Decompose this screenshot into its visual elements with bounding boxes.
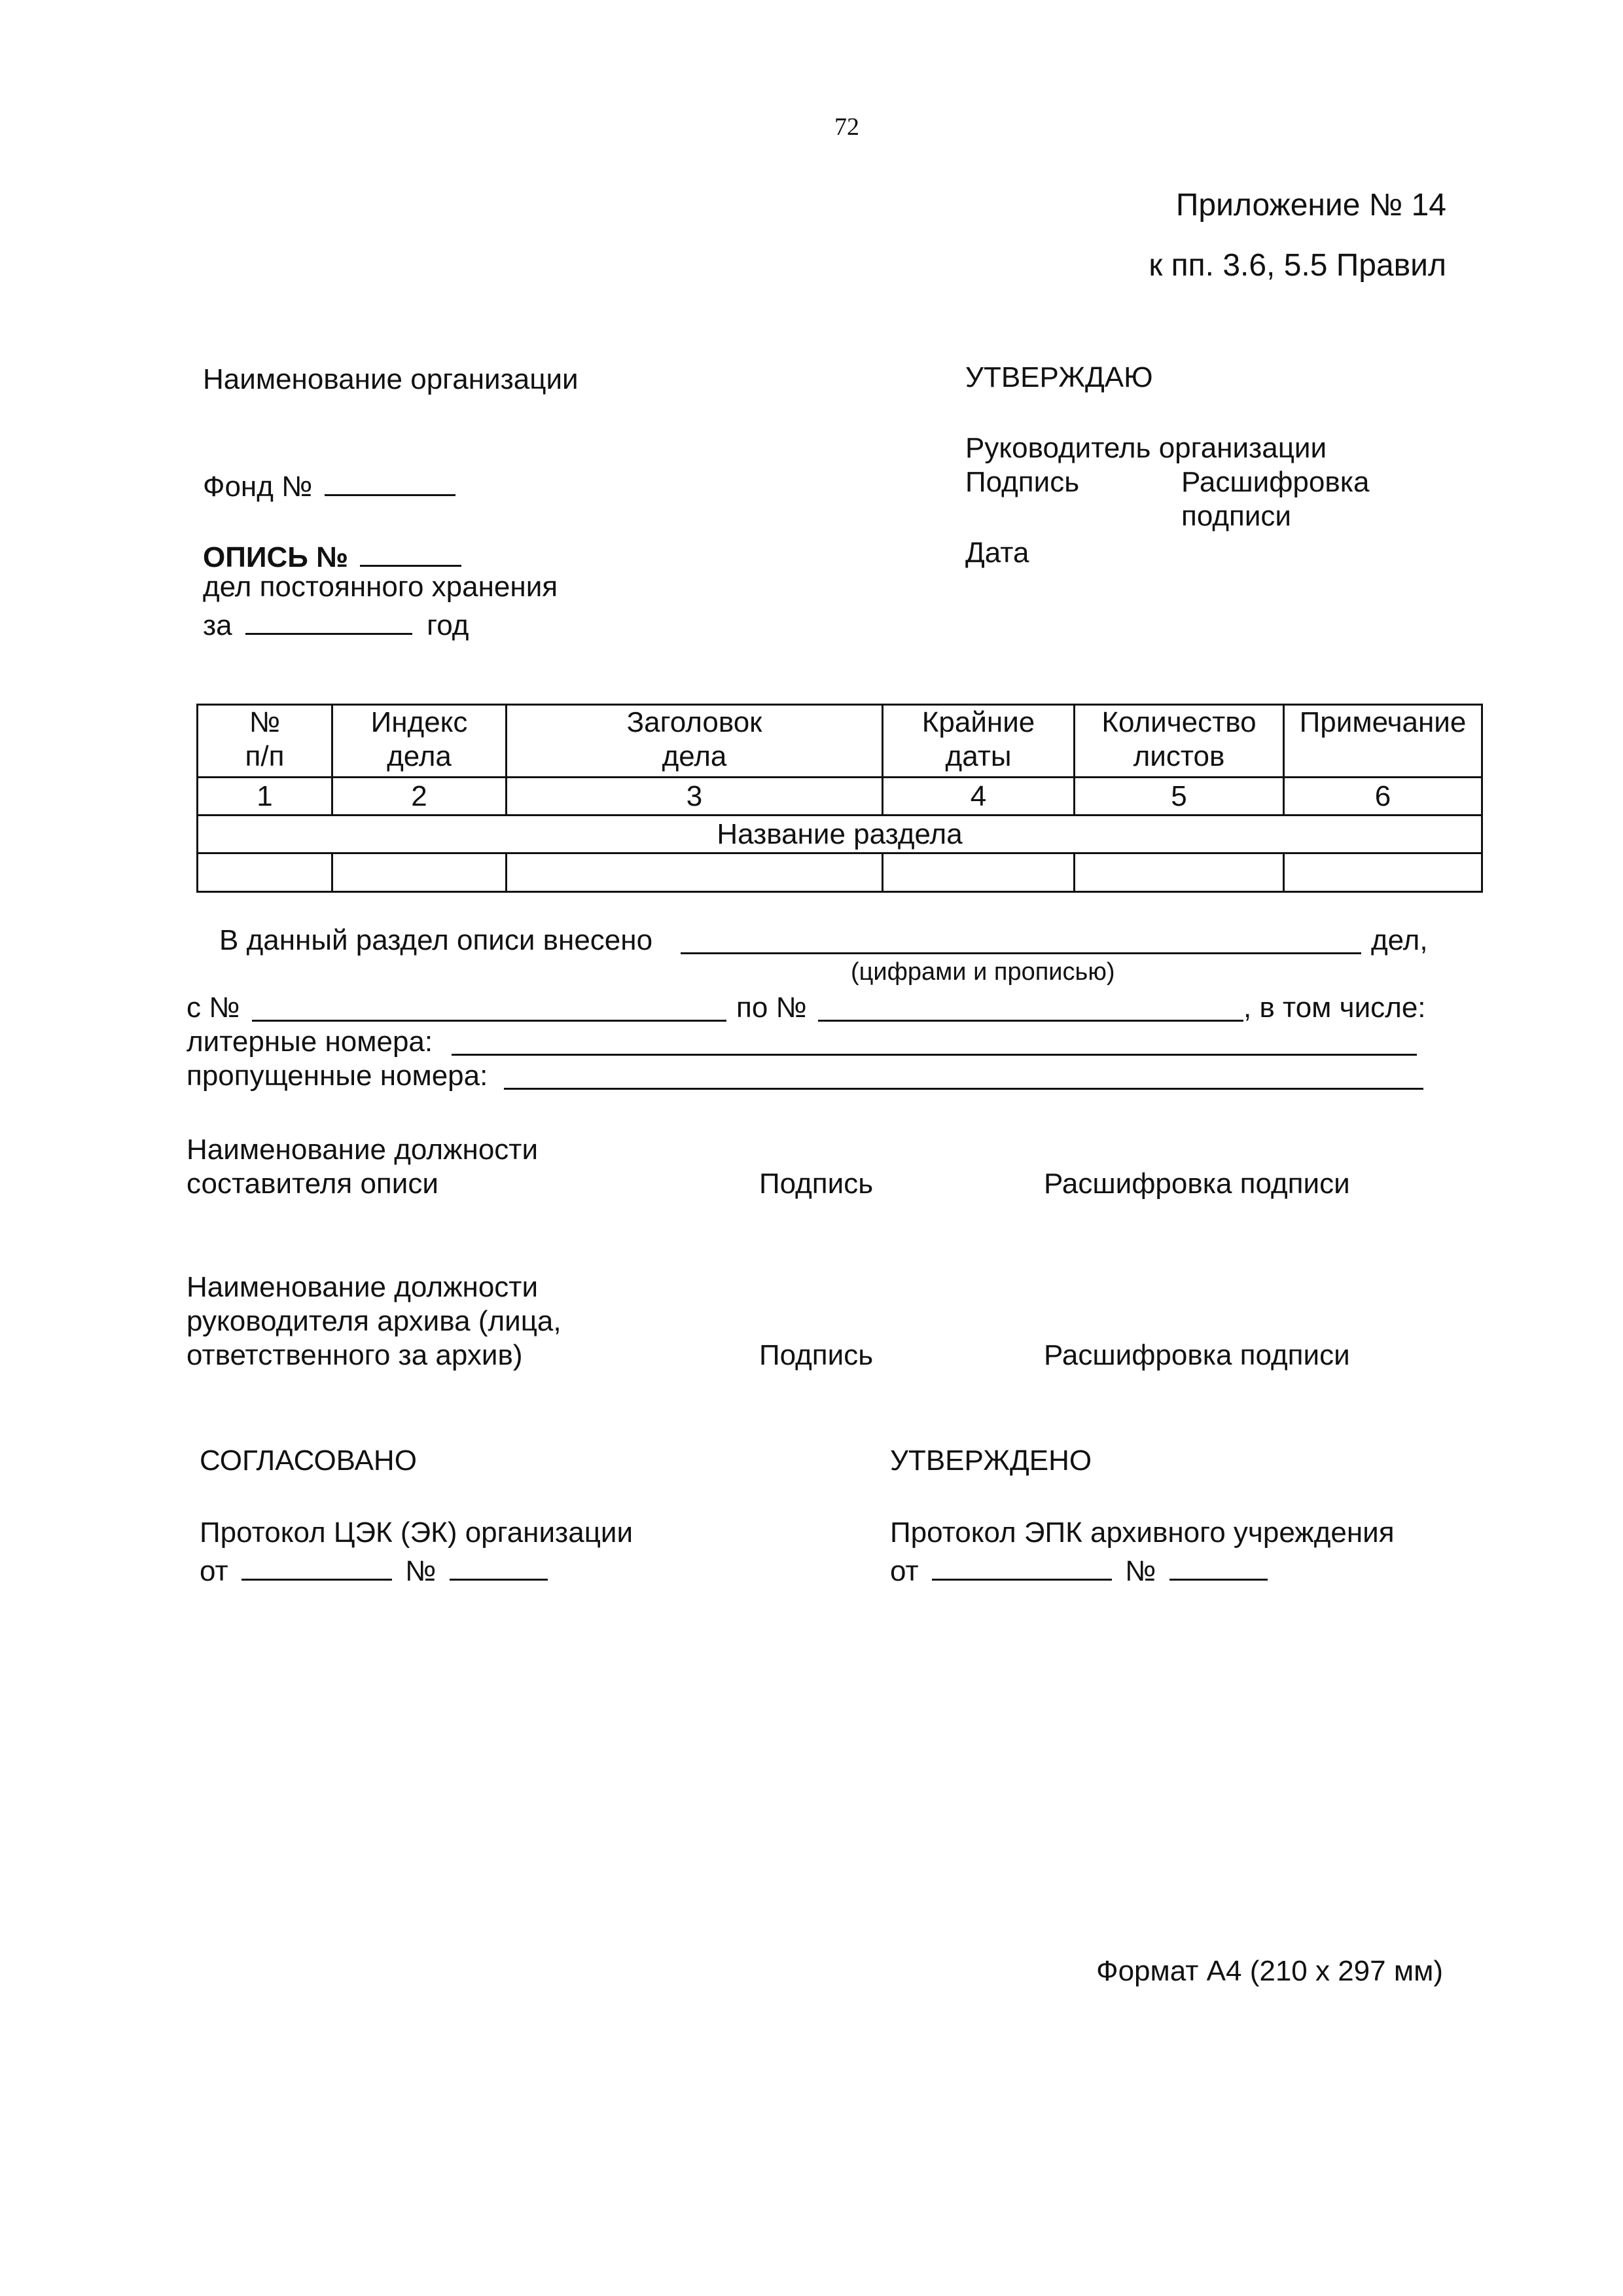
column-number-row — [198, 778, 1482, 816]
head-decoding-line1: Расшифровка — [1181, 466, 1370, 498]
head-of-organization: Руководитель организации — [965, 432, 1327, 464]
section-title: Название раздела — [198, 816, 1482, 853]
archive-head-position-line2: руководителя архива (лица, — [187, 1305, 562, 1337]
from-number-label: с № — [187, 992, 240, 1024]
inventory-subtitle: дел постоянного хранения — [203, 571, 558, 603]
year-line — [203, 607, 469, 640]
head-date: Дата — [965, 537, 1029, 569]
including-label: , в том числе: — [1243, 992, 1426, 1024]
format-note: Формат А4 (210 х 297 мм) — [1096, 1955, 1443, 1987]
archive-head-position-line1: Наименование должности — [187, 1271, 539, 1303]
missing-numbers-label: пропущенные номера: — [187, 1060, 488, 1092]
agreed-from-label: от — [200, 1555, 228, 1587]
archive-head-decoding: Расшифровка подписи — [1044, 1339, 1350, 1371]
header-cell: Заголовок дела — [507, 705, 883, 778]
table-cell — [332, 853, 507, 892]
compiler-position-line1: Наименование должности — [187, 1134, 539, 1166]
year-blank — [245, 607, 412, 635]
header-cell: Крайние даты — [883, 705, 1075, 778]
inventory-line — [203, 539, 461, 572]
compiler-signature: Подпись — [759, 1168, 874, 1200]
head-signature: Подпись — [965, 466, 1080, 498]
page-number: 72 — [834, 113, 859, 141]
table-cell — [1284, 853, 1482, 892]
compiler-decoding: Расшифровка подписи — [1044, 1168, 1350, 1200]
section-row — [198, 816, 1482, 853]
to-number-label: по № — [736, 992, 807, 1024]
archive-head-signature: Подпись — [759, 1339, 874, 1371]
appendix-title: Приложение № 14 — [1175, 188, 1446, 223]
column-number: 2 — [332, 778, 507, 816]
table-cell — [198, 853, 332, 892]
letter-numbers-blank — [452, 1054, 1417, 1056]
digits-note: (цифрами и прописью) — [851, 958, 1115, 986]
column-number: 3 — [507, 778, 883, 816]
approved-date-blank — [932, 1552, 1112, 1581]
header-cell: Количество листов — [1075, 705, 1284, 778]
agreed-date-line — [200, 1552, 548, 1586]
table-cell — [1075, 853, 1284, 892]
header-cell: Индекс дела — [332, 705, 507, 778]
from-number-blank — [252, 1020, 726, 1022]
fund-blank — [325, 468, 455, 496]
appendix-reference: к пп. 3.6, 5.5 Правил — [1149, 248, 1446, 283]
inventory-number-blank — [360, 539, 461, 567]
agreed-number-blank — [450, 1552, 548, 1581]
to-number-blank — [818, 1020, 1243, 1022]
fund-label: Фонд № — [203, 471, 313, 503]
year-suffix: год — [427, 609, 469, 641]
column-number: 4 — [883, 778, 1075, 816]
organization-name: Наименование организации — [203, 363, 579, 395]
approved-number-label: № — [1125, 1555, 1156, 1587]
approved-protocol: Протокол ЭПК архивного учреждения — [890, 1516, 1395, 1549]
inventory-table — [196, 704, 1483, 893]
agreed-heading: СОГЛАСОВАНО — [200, 1444, 417, 1477]
approve-heading: УТВЕРЖДАЮ — [965, 361, 1153, 393]
letter-numbers-label: литерные номера: — [187, 1026, 433, 1058]
agreed-number-label: № — [405, 1555, 437, 1587]
head-decoding-line2: подписи — [1181, 500, 1291, 532]
agreed-protocol: Протокол ЦЭК (ЭК) организации — [200, 1516, 633, 1549]
missing-numbers-blank — [504, 1088, 1423, 1090]
cases-label: дел, — [1371, 924, 1428, 956]
fund-line — [203, 468, 455, 501]
approved-number-blank — [1169, 1552, 1268, 1581]
inventory-title: ОПИСЬ № — [203, 541, 349, 573]
archive-head-position-line3: ответственного за архив) — [187, 1339, 523, 1371]
table-cell — [883, 853, 1075, 892]
column-number: 1 — [198, 778, 332, 816]
approved-date-line — [890, 1552, 1268, 1586]
header-cell: Примечание — [1284, 705, 1482, 778]
column-number: 6 — [1284, 778, 1482, 816]
header-cell: № п/п — [198, 705, 332, 778]
table-header-row — [198, 705, 1482, 778]
year-prefix: за — [203, 609, 232, 641]
entered-label: В данный раздел описи внесено — [219, 924, 653, 956]
compiler-position-line2: составителя описи — [187, 1168, 438, 1200]
agreed-date-blank — [241, 1552, 392, 1581]
entered-blank — [681, 952, 1361, 954]
approved-from-label: от — [890, 1555, 919, 1587]
approved-heading: УТВЕРЖДЕНО — [890, 1444, 1092, 1477]
table-row — [198, 853, 1482, 892]
table-cell — [507, 853, 883, 892]
column-number: 5 — [1075, 778, 1284, 816]
